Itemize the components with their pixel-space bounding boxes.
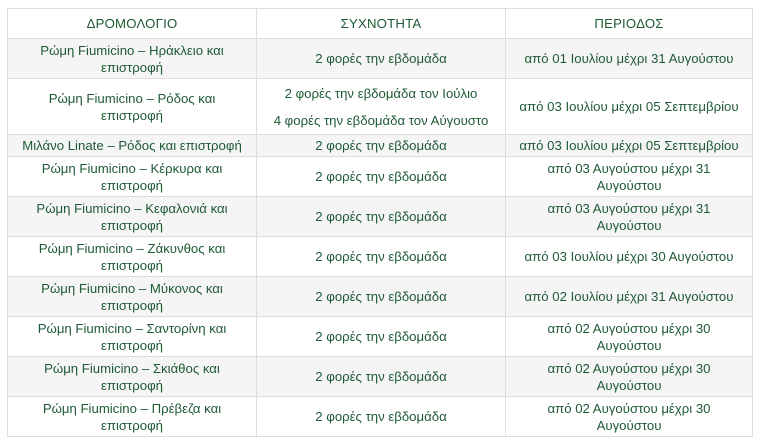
table-row <box>8 357 753 397</box>
period-cell <box>506 317 753 357</box>
route-text: Μιλάνο Linate – Ρόδος και επιστροφή <box>22 138 242 153</box>
frequency-text: 2 φορές την εβδομάδα <box>315 138 447 153</box>
period-text: από 02 Ιουλίου μέχρι 31 Αυγούστου <box>524 289 734 304</box>
route-text: Ρώμη Fiumicino – Πρέβεζα και <box>42 400 222 416</box>
period-cell <box>506 39 753 79</box>
table-row <box>8 317 753 357</box>
period-cell <box>506 397 753 437</box>
period-text: από 03 Ιουλίου μέχρι 05 Σεπτεμβρίου <box>519 99 739 114</box>
route-text: επιστροφή <box>101 177 163 193</box>
period-text: από 02 Αυγούστου μέχρι 30 <box>547 400 711 416</box>
period-cell <box>506 237 753 277</box>
frequency-cell <box>257 79 506 135</box>
table-row <box>8 397 753 437</box>
route-text: Ρώμη Fiumicino – Ζάκυνθος και <box>38 240 226 256</box>
period-text: Αυγούστου <box>596 177 662 193</box>
table-row <box>8 237 753 277</box>
frequency-cell <box>257 39 506 79</box>
table-row <box>8 39 753 79</box>
period-cell <box>506 277 753 317</box>
period-text: Αυγούστου <box>596 337 662 353</box>
route-text: επιστροφή <box>101 217 163 233</box>
period-cell <box>506 357 753 397</box>
route-text: Ρώμη Fiumicino – Σαντορίνη και <box>37 320 227 336</box>
route-text: επιστροφή <box>101 377 163 393</box>
frequency-text: 4 φορές την εβδομάδα τον Αύγουστο <box>273 112 489 128</box>
frequency-cell <box>257 157 506 197</box>
route-text: επιστροφή <box>101 257 163 273</box>
frequency-text: 2 φορές την εβδομάδα τον Ιούλιο <box>284 85 478 101</box>
route-cell <box>8 397 257 437</box>
route-cell <box>8 277 257 317</box>
period-cell <box>506 157 753 197</box>
route-cell <box>8 317 257 357</box>
frequency-text: 2 φορές την εβδομάδα <box>315 51 447 66</box>
header-frequency: ΣΥΧΝΟΤΗΤΑ <box>257 9 506 39</box>
period-text: Αυγούστου <box>596 417 662 433</box>
table-row <box>8 277 753 317</box>
period-text: από 03 Αυγούστου μέχρι 31 <box>547 160 711 176</box>
route-text: Ρώμη Fiumicino – Ηράκλειο και <box>40 42 224 58</box>
period-text: Αυγούστου <box>596 217 662 233</box>
frequency-cell <box>257 237 506 277</box>
period-text: από 02 Αυγούστου μέχρι 30 <box>547 360 711 376</box>
table-row <box>8 157 753 197</box>
frequency-cell <box>257 357 506 397</box>
route-text: Ρώμη Fiumicino – Κέρκυρα και <box>41 160 223 176</box>
period-text: από 01 Ιουλίου μέχρι 31 Αυγούστου <box>524 51 734 66</box>
header-route: ΔΡΟΜΟΛΟΓΙΟ <box>8 9 257 39</box>
period-text: από 02 Αυγούστου μέχρι 30 <box>547 320 711 336</box>
header-period: ΠΕΡΙΟΔΟΣ <box>506 9 753 39</box>
table-row <box>8 135 753 157</box>
route-cell <box>8 237 257 277</box>
frequency-cell <box>257 277 506 317</box>
route-text: επιστροφή <box>101 59 163 75</box>
route-cell <box>8 157 257 197</box>
frequency-text: 2 φορές την εβδομάδα <box>315 289 447 304</box>
table-row <box>8 79 753 135</box>
route-cell <box>8 39 257 79</box>
period-text: Αυγούστου <box>596 377 662 393</box>
route-cell <box>8 135 257 157</box>
frequency-cell <box>257 317 506 357</box>
frequency-text: 2 φορές την εβδομάδα <box>315 249 447 264</box>
route-text: επιστροφή <box>101 107 163 123</box>
period-cell <box>506 79 753 135</box>
route-text: Ρώμη Fiumicino – Σκιάθος και <box>44 360 220 376</box>
period-cell <box>506 135 753 157</box>
frequency-cell <box>257 135 506 157</box>
route-cell <box>8 357 257 397</box>
period-text: από 03 Ιουλίου μέχρι 30 Αυγούστου <box>524 249 734 264</box>
route-cell <box>8 197 257 237</box>
frequency-text: 2 φορές την εβδομάδα <box>315 329 447 344</box>
flight-schedule-table-container <box>7 8 752 437</box>
period-text: από 03 Αυγούστου μέχρι 31 <box>547 200 711 216</box>
table-header-row <box>8 9 753 39</box>
route-text: Ρώμη Fiumicino – Μύκονος και <box>41 280 223 296</box>
frequency-text: 2 φορές την εβδομάδα <box>315 409 447 424</box>
route-text: επιστροφή <box>101 417 163 433</box>
frequency-cell <box>257 397 506 437</box>
frequency-cell <box>257 197 506 237</box>
period-cell <box>506 197 753 237</box>
period-text: από 03 Ιουλίου μέχρι 05 Σεπτεμβρίου <box>519 138 739 153</box>
route-text: Ρώμη Fiumicino – Κεφαλονιά και <box>36 200 228 216</box>
frequency-text: 2 φορές την εβδομάδα <box>315 169 447 184</box>
route-text: Ρώμη Fiumicino – Ρόδος και <box>48 90 216 106</box>
route-cell <box>8 79 257 135</box>
frequency-text: 2 φορές την εβδομάδα <box>315 369 447 384</box>
table-row <box>8 197 753 237</box>
route-text: επιστροφή <box>101 337 163 353</box>
frequency-text: 2 φορές την εβδομάδα <box>315 209 447 224</box>
route-text: επιστροφή <box>101 297 163 313</box>
flight-schedule-table <box>7 8 753 437</box>
